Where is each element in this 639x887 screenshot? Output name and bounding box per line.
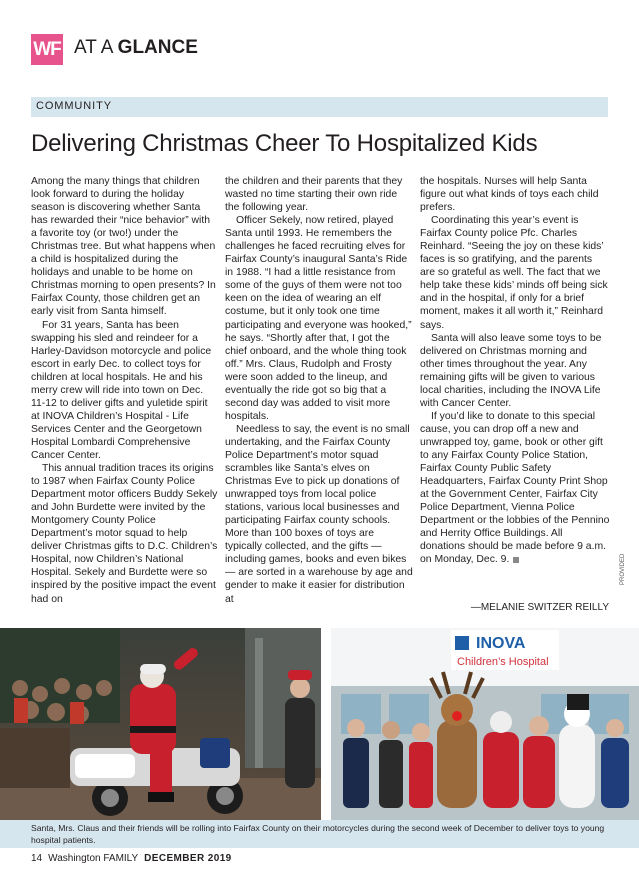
byline: —MELANIE SWITZER REILLY	[470, 602, 609, 613]
photo-santa-motorcycle	[0, 628, 321, 820]
publication-name: Washington FAMILY	[48, 853, 139, 864]
paragraph: Coordinating this year’s event is Fairfax County police Pfc. Charles Reinhard. “Seeing the joy on these kids’ faces is so gratifying, and the parents are so grateful as well. The fact that we help take these kids’ minds off being sick and in the hospital, if only for a brief moment, makes it all worth it,” Reinhard says.	[420, 215, 608, 331]
section-heading	[74, 37, 198, 59]
hospital-sign-sub: Children’s Hospital	[457, 656, 549, 668]
article-column-2	[225, 175, 413, 606]
paragraph-final-text: If you’d like to donate to this special cause, you can drop off a new and unwrapped toy, game, book or other gift to any Fairfax County Police Station, Fairfax County Public Safety Headquarters, Fairfax County Print Shop at the Government Center, Fairfax City Police Department, Vienna Police Department or the lobbies of the Pennino and Herrity Office Buildings. All donations should be made before 9 a.m. on Monday, Dec. 9.	[420, 410, 610, 566]
end-mark-icon	[513, 557, 519, 563]
hospital-sign-brand: INOVA	[476, 635, 526, 652]
category-label: COMMUNITY	[36, 100, 112, 112]
photo-caption: Santa, Mrs. Claus and their friends will be rolling into Fairfax County on their motorcycles during the second week of December to deliver toys to young hospital patients.	[31, 823, 605, 845]
issue-date: DECEMBER 2019	[144, 853, 232, 864]
paragraph: This annual tradition traces its origins to 1987 when Fairfax County Police Department motor officers Buddy Sekely and John Burdette were invited by the Montgomery County Police Department’s motor squad to help deliver Christmas gifts to D.C. Children’s Hospital, now Children’s National Hospital. Sekely and Burdette were so inspired by the positive impact the event had on	[31, 463, 218, 605]
page-number: 14	[31, 853, 43, 864]
paragraph: Santa will also leave some toys to be delivered on Christmas morning and other times throughout the year. Any remaining gifts will be given to various local charities, including the INOVA Life with Cancer Center.	[420, 332, 602, 409]
photo-credit: PROVIDED	[620, 553, 626, 585]
magazine-logo: WF	[31, 34, 63, 65]
page-folio	[31, 853, 232, 864]
paragraph: the children and their parents that they wasted no time starting their own ride the following year.	[225, 176, 403, 214]
category-band	[31, 97, 608, 117]
section-heading-prefix: AT A	[74, 37, 118, 58]
article-headline: Delivering Christmas Cheer To Hospitalized Kids	[31, 130, 538, 157]
paragraph: Officer Sekely, now retired, played Santa until 1993. He remembers the challenges he faced recruiting elves for Fairfax County’s inaugural Santa’s Ride in 1988. “I had a little resistance from some of the guys of them were not too keen on the idea of wearing an elf costume, but it only took one time participating and everyone was hooked,” he says. “Shortly after that, I got the chief onboard, and the whole thing took off.” Mrs. Claus, Rudolph and Frosty were soon added to the lineup, and eventually the ride got so big that a second day was added to visit more hospitals.	[225, 215, 412, 422]
photo-group-hospital	[331, 628, 639, 820]
photo-group-hospital-art	[331, 628, 639, 820]
paragraph: the hospitals. Nurses will help Santa figure out what kinds of toys each child prefers.	[420, 176, 599, 214]
article-column-3	[420, 175, 610, 566]
section-heading-emphasis: GLANCE	[117, 37, 198, 58]
article-column-1	[31, 175, 218, 606]
paragraph: Needless to say, the event is no small undertaking, and the Fairfax County Police Department’s motor squad scrambles like Santa’s elves on Christmas Eve to pick up donations of unwrapped toys from local police stations, various local businesses and participating Fairfax county schools. More than 100 boxes of toys are typically collected, and the gifts — including games, books and even bikes — are sorted in a warehouse by age and gender to make it easier for distribution at	[225, 423, 413, 605]
paragraph: Among the many things that children look forward to during the holiday season is discovering whether Santa has rewarded their “nice behavior” with a favorite toy (or two!) under the Christmas tree. But what happens when a child is hospitalized during the holidays and unable to be home on Christmas morning to open presents? In Fairfax County, those children get an early visit from Santa himself.	[31, 176, 216, 318]
paragraph: For 31 years, Santa has been swapping his sled and reindeer for a Harley-Davidson motorcycle and police escort in early Dec. to collect toys for children at local hospitals. He and his merry crew will ride into town on Dec. 11-12 to deliver gifts and yuletide spirit at INOVA Children’s Hospital - Life Services Center and the Georgetown Hospital Lombardi Comprehensive Cancer Center.	[31, 319, 212, 461]
photo-santa-motorcycle-art	[0, 628, 321, 820]
paragraph-final	[420, 410, 610, 567]
